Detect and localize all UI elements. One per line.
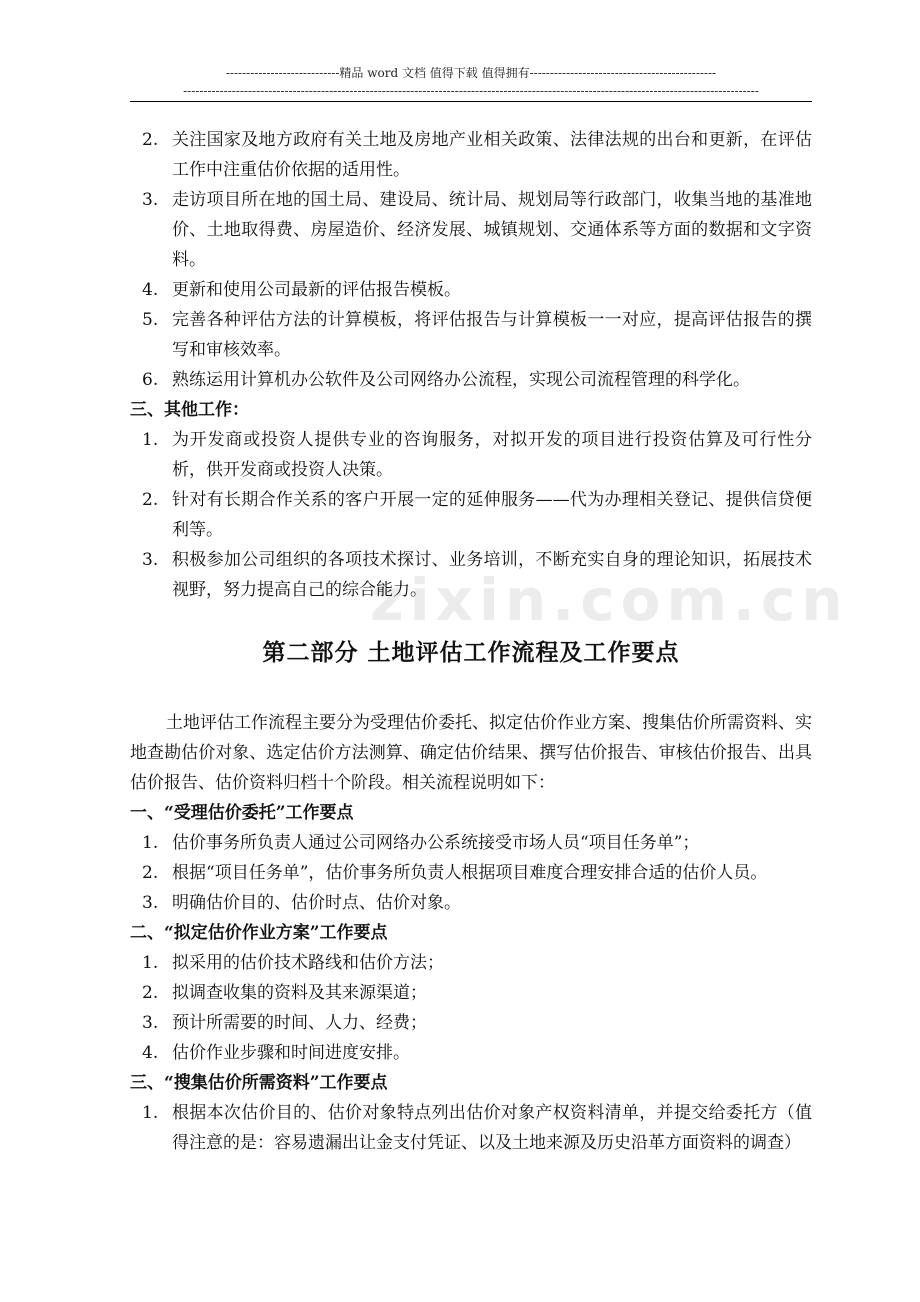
- document-body: [130, 125, 812, 1158]
- watermark: zixin.com.cn: [370, 566, 849, 634]
- item-number: 2.: [142, 130, 159, 150]
- list-item: [130, 305, 812, 365]
- item-text: 熟练运用计算机办公软件及公司网络办公流程，实现公司流程管理的科学化。: [172, 370, 750, 390]
- item-text: 拟调查收集的资料及其来源渠道；: [172, 983, 427, 1003]
- list-item: [130, 275, 812, 305]
- item-text: 预计所需要的时间、人力、经费；: [172, 1013, 427, 1033]
- other-work-list: [130, 425, 812, 605]
- list-item: [130, 828, 812, 858]
- plan-list: [130, 948, 812, 1068]
- item-text: 积极参加公司组织的各项技术探讨、业务培训，不断充实自身的理论知识，拓展技术视野，努力提高自己的综合能力。: [172, 550, 812, 600]
- header-banner: ----------------------------精品 word 文档 值得下载 值得拥有----------------------------------------------: [225, 66, 717, 80]
- item-text: 根据本次估价目的、估价对象特点列出估价对象产权资料清单，并提交给委托方（值得注意的是：容易遗漏出让金支付凭证、以及土地来源及历史沿革方面资料的调查）: [172, 1103, 812, 1153]
- item-text: 关注国家及地方政府有关土地及房地产业相关政策、法律法规的出台和更新，在评估工作中注重估价依据的适用性。: [172, 130, 812, 180]
- item-text: 根据“项目任务单”，估价事务所负责人根据项目难度合理安排合适的估价人员。: [172, 863, 768, 883]
- item-number: 3.: [142, 190, 159, 210]
- section-heading: 三、“搜集估价所需资料”工作要点: [130, 1073, 388, 1093]
- list-item: [130, 1038, 812, 1068]
- item-text: 完善各种评估方法的计算模板，将评估报告与计算模板一一对应，提高评估报告的撰写和审核效率。: [172, 310, 812, 360]
- list-item: [130, 858, 812, 888]
- item-number: 5.: [142, 310, 159, 330]
- item-text: 更新和使用公司最新的评估报告模板。: [172, 280, 461, 300]
- item-number: 1.: [142, 1103, 159, 1123]
- header-rule: [130, 101, 812, 102]
- collect-materials-list: [130, 1098, 812, 1158]
- part-title: 第二部分 土地评估工作流程及工作要点: [262, 640, 680, 666]
- header-dashes: ----------------------------------------------------------------------------------------------------------------------------------------------: [183, 84, 759, 98]
- item-number: 1.: [142, 833, 159, 853]
- item-text: 估价事务所负责人通过公司网络办公系统接受市场人员“项目任务单”；: [172, 833, 700, 853]
- item-number: 2.: [142, 490, 159, 510]
- item-number: 3.: [142, 1013, 159, 1033]
- item-text: 拟采用的估价技术路线和估价方法；: [172, 953, 444, 973]
- item-number: 6.: [142, 370, 159, 390]
- item-number: 4.: [142, 1043, 159, 1063]
- intro-paragraph: 土地评估工作流程主要分为受理估价委托、拟定估价作业方案、搜集估价所需资料、实地查勘估价对象、选定估价方法测算、确定估价结果、撰写估价报告、审核估价报告、出具估价报告、估价资料归档十个阶段。相关流程说明如下：: [130, 713, 812, 793]
- list-item: [130, 545, 812, 605]
- list-item: [130, 185, 812, 275]
- item-text: 估价作业步骤和时间进度安排。: [172, 1043, 410, 1063]
- item-number: 2.: [142, 983, 159, 1003]
- item-number: 3.: [142, 550, 159, 570]
- item-number: 3.: [142, 893, 159, 913]
- item-number: 1.: [142, 953, 159, 973]
- item-number: 2.: [142, 863, 159, 883]
- section-heading: 三、其他工作：: [130, 400, 249, 420]
- section-one-list: [130, 125, 812, 395]
- accept-commission-list: [130, 828, 812, 918]
- list-item: [130, 948, 812, 978]
- item-text: 为开发商或投资人提供专业的咨询服务，对拟开发的项目进行投资估算及可行性分析，供开发商或投资人决策。: [172, 430, 812, 480]
- section-heading: 一、“受理估价委托”工作要点: [130, 803, 354, 823]
- item-text: 走访项目所在地的国土局、建设局、统计局、规划局等行政部门，收集当地的基准地价、土地取得费、房屋造价、经济发展、城镇规划、交通体系等方面的数据和文字资料。: [172, 190, 812, 270]
- list-item: [130, 485, 812, 545]
- list-item: [130, 425, 812, 485]
- list-item: [130, 365, 812, 395]
- section-heading: 二、“拟定估价作业方案”工作要点: [130, 923, 388, 943]
- item-text: 明确估价目的、估价时点、估价对象。: [172, 893, 461, 913]
- list-item: [130, 125, 812, 185]
- item-number: 1.: [142, 430, 159, 450]
- item-text: 针对有长期合作关系的客户开展一定的延伸服务——代为办理相关登记、提供信贷便利等。: [172, 490, 812, 540]
- item-number: 4.: [142, 280, 159, 300]
- list-item: [130, 1098, 812, 1158]
- list-item: [130, 1008, 812, 1038]
- list-item: [130, 888, 812, 918]
- list-item: [130, 978, 812, 1008]
